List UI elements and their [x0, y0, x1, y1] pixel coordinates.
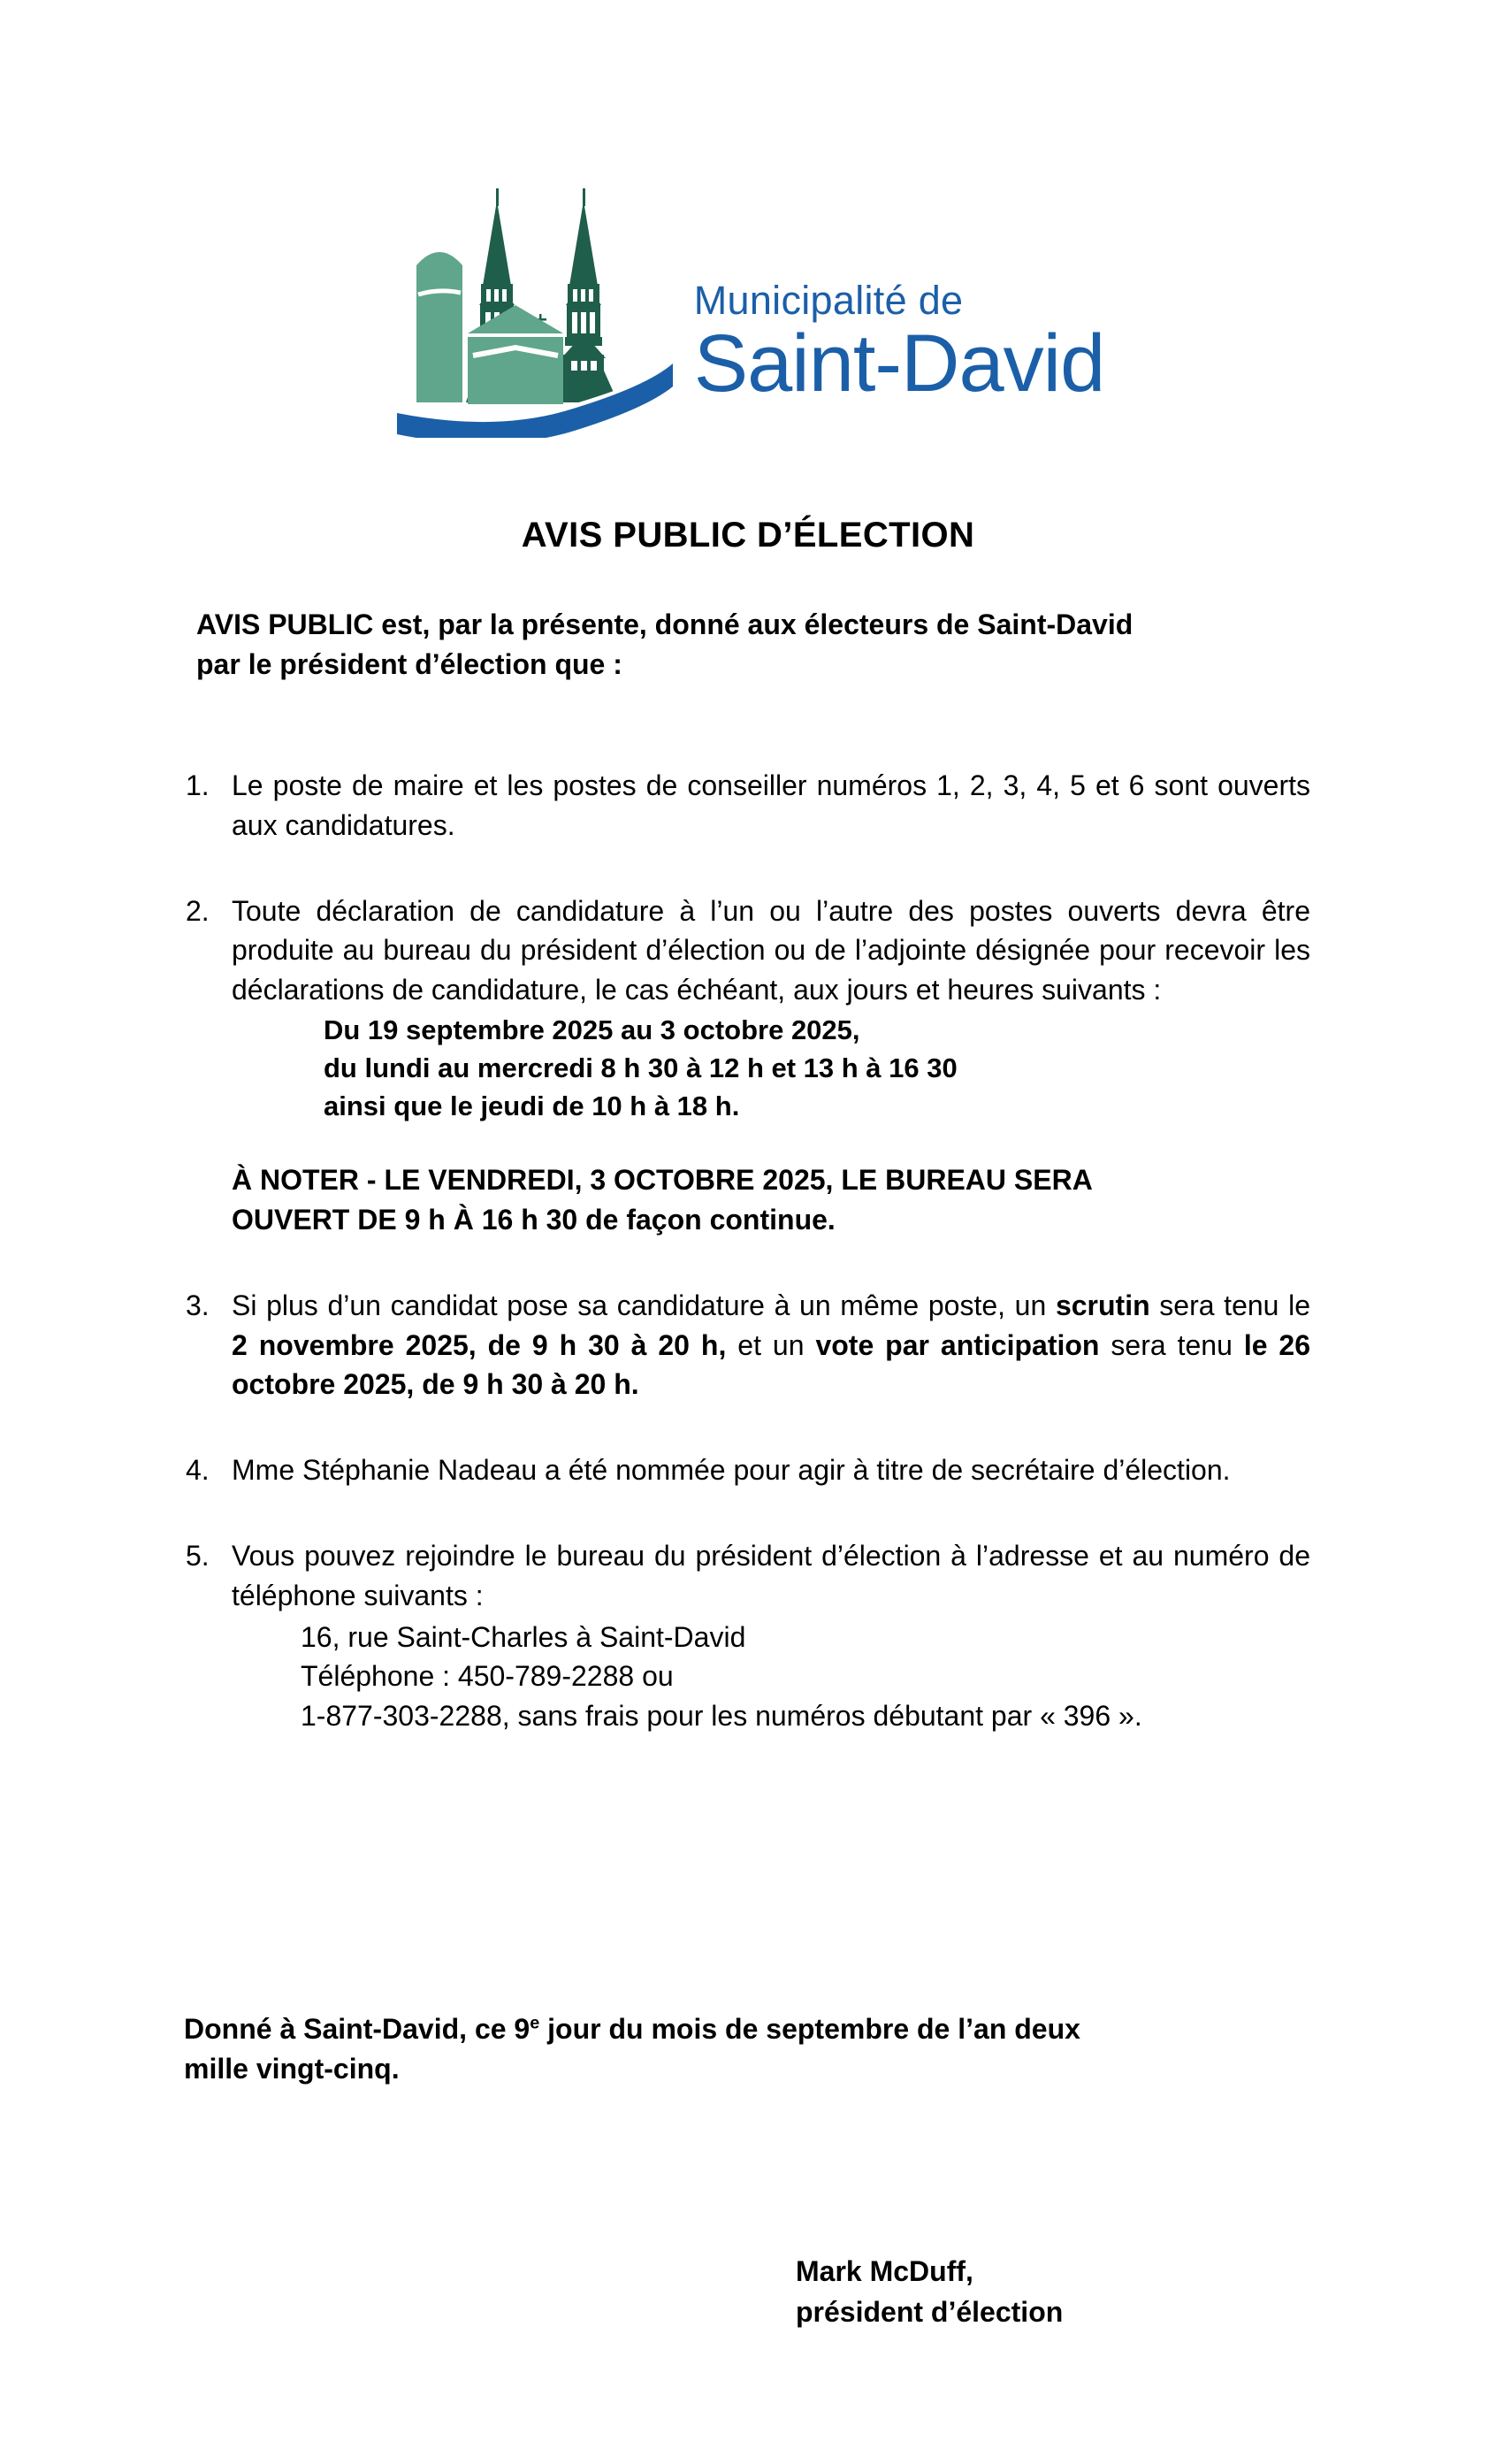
- closing-text-b: jour du mois de septembre de l’an deux: [539, 2013, 1080, 2045]
- list-item-bold-poll-date: 2 novembre 2025, de 9 h 30 à 20 h,: [232, 1328, 727, 1361]
- list-item-bold-advance-date: le 26 octobre 2025, de 9 h 30 à 20 h.: [232, 1328, 1311, 1401]
- municipality-logo: [0, 181, 1496, 447]
- list-item-text-part: Si plus d’un candidat pose sa candidature à un même poste, un: [232, 1289, 1056, 1321]
- note-line-1: À NOTER - LE VENDREDI, 3 OCTOBRE 2025, LE BUREAU SERA: [232, 1164, 1093, 1197]
- contact-address: 16, rue Saint-Charles à Saint-David: [301, 1620, 746, 1653]
- spacer: [186, 1240, 1310, 1286]
- ordinal-superscript: e: [530, 2013, 540, 2033]
- logo-inner: [392, 181, 1105, 438]
- logo-wordmark: [694, 280, 1105, 438]
- candidacy-schedule: [232, 1012, 1310, 1125]
- contact-tollfree: 1-877-303-2288, sans frais pour les numéros débutant par « 396 ».: [301, 1700, 1142, 1733]
- list-item-number: 5.: [186, 1540, 210, 1573]
- note-line-2: OUVERT DE 9 h À 16 h 30 de façon continue.: [232, 1204, 836, 1236]
- list-item-text: Vous pouvez rejoindre le bureau du président d’élection à l’adresse et au numéro de téléphone suivants :: [232, 1540, 1310, 1611]
- logo-name-line: Saint-David: [693, 318, 1105, 409]
- list-item-number: 4.: [186, 1454, 210, 1487]
- list-item-number: 2.: [186, 894, 210, 927]
- logo-municipality-line: Municipalité de: [693, 278, 964, 324]
- important-note: [232, 1160, 1310, 1240]
- list-item: [186, 1450, 1310, 1490]
- list-item-text-part: sera tenu le: [1149, 1289, 1311, 1321]
- schedule-line: ainsi que le jeudi de 10 h à 18 h.: [324, 1090, 740, 1121]
- intro-line-1: AVIS PUBLIC est, par la présente, donné aux électeurs de Saint-David: [196, 608, 1133, 640]
- notice-items-list: [186, 766, 1310, 1736]
- signature-block: [796, 2251, 1167, 2332]
- contact-phone: Téléphone : 450-789-2288 ou: [301, 1660, 674, 1693]
- list-item: [186, 1286, 1310, 1404]
- schedule-line: Du 19 septembre 2025 au 3 octobre 2025,: [324, 1014, 860, 1045]
- spacer: [186, 1490, 1310, 1536]
- spacer: [186, 1404, 1310, 1450]
- spacer: [186, 846, 1310, 891]
- list-item-text-part: et un: [726, 1328, 816, 1361]
- list-item-text: Le poste de maire et les postes de conseiller numéros 1, 2, 3, 4, 5 et 6 sont ouverts aux candidatures.: [232, 769, 1310, 841]
- church-silo-logo-icon: [392, 181, 675, 438]
- intro-paragraph: [196, 605, 1312, 685]
- list-item: [186, 766, 1310, 846]
- list-item-text: Mme Stéphanie Nadeau a été nommée pour agir à titre de secrétaire d’élection.: [232, 1454, 1231, 1487]
- closing-line-1: [184, 2009, 1309, 2049]
- closing-text-a: Donné à Saint-David, ce 9: [184, 2013, 530, 2045]
- list-item-text-part: sera tenu: [1099, 1328, 1244, 1361]
- signature-name: Mark McDuff,: [796, 2255, 973, 2287]
- list-item-bold-advance-vote: vote par anticipation: [815, 1328, 1100, 1361]
- schedule-line: du lundi au mercredi 8 h 30 à 12 h et 13 h à 16 30: [324, 1052, 958, 1083]
- intro-line-2: par le président d’élection que :: [196, 648, 622, 681]
- closing-line-2: mille vingt-cinq.: [184, 2053, 400, 2085]
- list-item: [186, 1536, 1310, 1736]
- list-item-text: Toute déclaration de candidature à l’un ou l’autre des postes ouverts devra être produite au bureau du président d’élection ou de l’adjointe désignée pour recevoir les déclarations de candidature, le cas échéant, aux jours et heures suivants :: [232, 894, 1310, 1006]
- list-item-bold-scrutin: scrutin: [1055, 1289, 1150, 1321]
- list-item-number: 1.: [186, 769, 210, 801]
- signature-role: président d’élection: [796, 2296, 1064, 2329]
- closing-paragraph: [184, 2009, 1309, 2090]
- list-item: [186, 891, 1310, 1240]
- contact-details: [232, 1618, 1310, 1736]
- list-item-number: 3.: [186, 1289, 210, 1321]
- page-title: AVIS PUBLIC D’ÉLECTION: [521, 516, 975, 555]
